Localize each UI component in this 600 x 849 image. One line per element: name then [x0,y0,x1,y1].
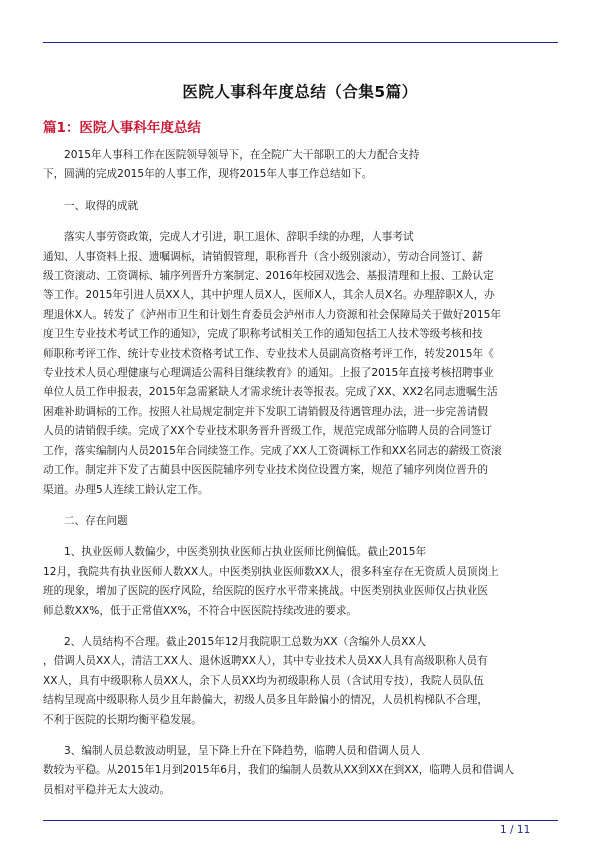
paragraph [43,228,563,500]
text-line: 等工作。2015年引进人员XX人，其中护理人员X人，医师X人，其余人员X名。办理辞职X人，办 [43,289,495,302]
text-line: 动工作。制定并下发了古蔺县中医医院辅序列专业技术岗位设置方案，规范了辅序列岗位晋升的 [43,464,488,477]
text-line: 2、人员结构不合理。截止2015年12月我院职工总数为XX（含编外人员XX人 [64,635,427,648]
text-line: 通知、人事资料上报、遗嘱调标，请销假管理，职称晋升（含小级别滚动），劳动合同签订、薪 [43,250,483,263]
text-line: 师总数XX%，低于正常值XX%，不符合中医医院持续改进的要求。 [43,604,358,617]
text-line: 班的现象，增加了医院的医疗风险，给医院的医疗水平带来挑战。中医类别执业医师仅占执业医 [43,585,488,598]
section-heading: 篇1：医院人事科年度总结 [43,120,201,136]
text-line: 结构呈现高中级职称人员少且年龄偏大，初级人员多且年龄偏小的情况，人员机构梯队不合理， [43,694,488,707]
footer-rule [43,820,558,821]
text-line: 员相对平稳并无太大波动。 [43,783,171,796]
text-line: 困难补助调标的工作。按照人社局规定制定并下发职工请销假及待遇管理办法，进一步完善请假 [43,405,488,418]
text-line: 理退休X人。转发了《泸州市卫生和计划生育委员会泸州市人力资源和社会保障局关于做好2015年 [43,308,501,321]
text-line: XX人，具有中级职称人员XX人，余下人员XX均为初级职称人员（含试用专技），我院人员队伍 [43,674,484,687]
text-line: 1、执业医师人数偏少，中医类别执业医师占执业医师比例偏低。截止2015年 [64,546,427,559]
paragraph [43,742,563,800]
text-line: 工作，落实编制内人员2015年合同续签工作。完成了XX人工资调标工作和XX名同志的薪级工资滚 [43,444,502,457]
text-line: 下，圆满的完成2015年的人事工作，现将2015年人事工作总结如下。 [43,168,373,181]
text-line: 落实人事劳资政策，完成人才引进，职工退休、辞职手续的办理，人事考试 [64,231,414,244]
text-line: 数较为平稳。从2015年1月到2015年6月，我们的编制人员数从XX到XX在到XX，临聘人员和借调人 [43,764,515,777]
paragraph [43,633,563,730]
document-title: 医院人事科年度总结（合集5篇） [182,83,418,101]
text-line: 2015年人事科工作在医院领导领导下，在全院广大干部职工的大力配合支持 [64,149,420,161]
text-line: 3、编制人员总数波动明显，呈下降上升在下降趋势，临聘人员和借调人员人 [64,744,421,757]
text-line: 人员的请销假手续。完成了XX个专业技术职务晋升晋级工作，规范完成部分临聘人员的合同签订 [43,425,492,438]
paragraph [43,197,563,216]
text-line: 师职称考评工作、统计专业技术资格考试工作、专业技术人员副高资格考评工作，转发2015年《 [43,347,494,360]
text-line: 级工资滚动、工资调标、辅序列晋升方案制定、2016年校园双选会、基报清理和上报、工龄认定 [43,270,494,283]
text-line: 度卫生专业技术考试工作的通知》，完成了职称考试相关工作的通知包括工人技术等级考核和技 [43,328,483,341]
text-line: 12月，我院共有执业医师人数XX人。中医类别执业医师数XX人，很多科室存在无资质人员顶岗上 [43,565,499,578]
paragraph [43,146,563,185]
text-line: ，借调人员XX人，清洁工XX人、退休返聘XX人），其中专业技术人员XX人具有高级职称人员有 [43,655,488,668]
header-rule [43,42,558,43]
text-line: 专业技术人员心理健康与心理调适公需科目继续教育》的通知。上报了2015年直接考核招聘事业 [43,367,494,380]
paragraph [43,512,563,531]
page-indicator: 1 / 11 [500,824,531,836]
text-line: 一、取得的成就 [64,199,139,212]
text-line: 二、存在问题 [64,514,128,527]
text-line: 不利于医院的长期均衡平稳发展。 [43,713,202,726]
document-body [43,146,563,812]
paragraph [43,543,563,621]
text-line: 单位人员工作申报表，2015年急需紧缺人才需求统计表等报表。完成了XX、XX2名同志遗嘱生活 [43,386,498,399]
text-line: 渠道。办理5人连续工龄认定工作。 [43,483,209,496]
